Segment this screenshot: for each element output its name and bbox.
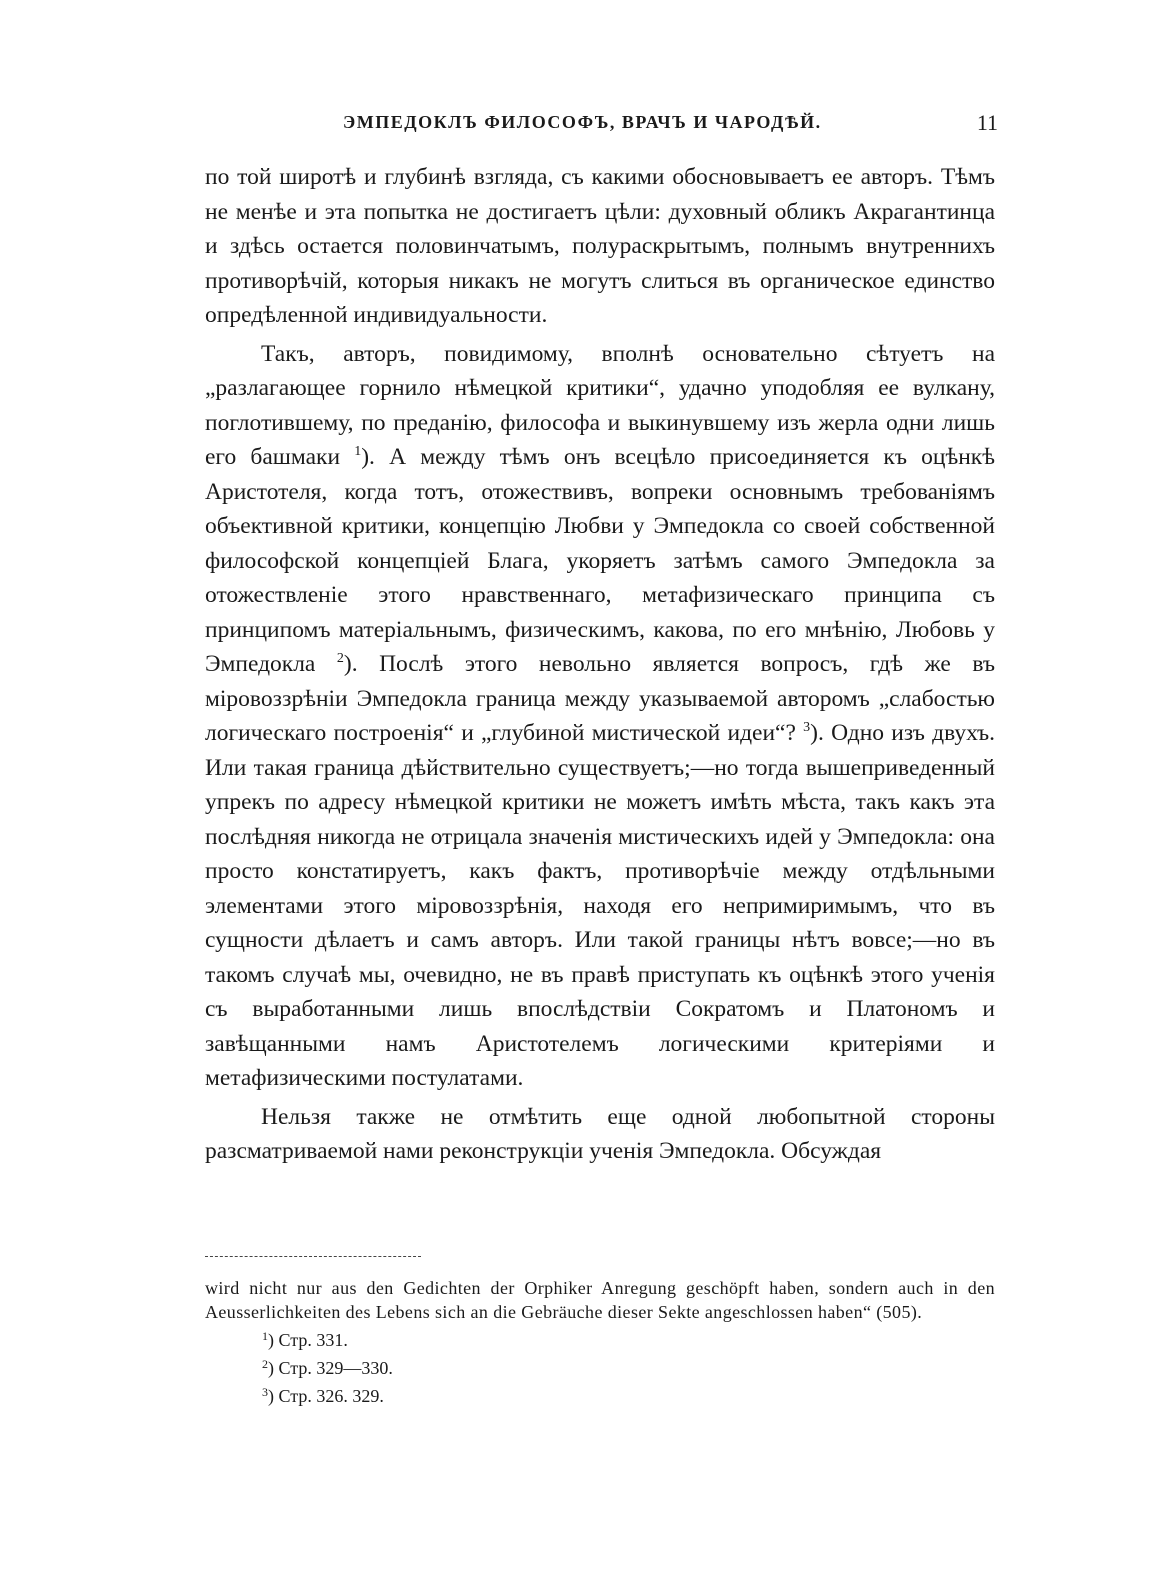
footnotes <box>205 1276 995 1410</box>
footnote-2-mark: 2 <box>262 1357 268 1371</box>
paragraph-2-text-a: Такъ, авторъ, повидимому, вполнѣ основательно сѣтуетъ на „разлагающее горнило нѣмецкой критики“, удачно уподобляя ее вулкану, поглотившему, по преданію, философа и выкинувшему изъ жерла одни лишь его башмаки <box>205 340 995 470</box>
paragraph-1 <box>205 160 995 333</box>
footnote-ref-1[interactable]: 1 <box>354 444 362 459</box>
paragraph-1-text: по той широтѣ и глубинѣ взгляда, съ какими обосновываетъ ее авторъ. Тѣмъ не менѣе и эта попытка не достигаетъ цѣли: духовный обликъ Акрагантинца и здѣсь остается половинчатымъ, полураскрытымъ, полнымъ внутреннихъ противорѣчій, которыя никакъ не могутъ слиться въ органическое единство опредѣленной индивидуальности. <box>205 164 995 328</box>
footnote-1-text: ) Стр. 331. <box>268 1330 348 1350</box>
footnote-3-mark: 3 <box>262 1385 268 1399</box>
footnote-3 <box>262 1382 995 1410</box>
main-text <box>205 160 995 1169</box>
footnote-1-mark: 1 <box>262 1329 268 1343</box>
footnote-1 <box>262 1326 995 1354</box>
footnote-2 <box>262 1354 995 1382</box>
paragraph-3 <box>205 1100 995 1169</box>
footnote-separator <box>205 1256 421 1257</box>
footnote-ref-2[interactable]: 2 <box>336 651 344 666</box>
paragraph-2 <box>205 337 995 1096</box>
footnote-continued: wird nicht nur aus den Gedichten der Orphiker Anregung geschöpft haben, sondern auch in den Aeusserlichkeiten des Lebens sich an die Gebräuche dieser Sekte angeschlossen haben“ (505). <box>205 1278 995 1322</box>
paragraph-3-text: Нельзя также не отмѣтить еще одной любопытной стороны разсматриваемой нами реконструкціи ученія Эмпедокла. Обсуждая <box>205 1103 995 1164</box>
running-head <box>203 112 998 142</box>
page-number: 11 <box>976 110 998 135</box>
running-title: ЭМПЕДОКЛЪ ФИЛОСОФЪ, ВРАЧЪ И ЧАРОДѢЙ. <box>343 112 822 132</box>
footnote-ref-3[interactable]: 3 <box>803 720 811 735</box>
paragraph-2-text-c: ). Послѣ этого невольно является вопросъ, гдѣ же въ міровоззрѣніи Эмпедокла граница между указываемой авторомъ „слабостью логическаго построенія“ и „глубиной мистической идеи“? <box>205 651 995 746</box>
footnote-2-text: ) Стр. 329—330. <box>268 1358 393 1378</box>
paragraph-2-text-b: ). А между тѣмъ онъ всецѣло присоединяется къ оцѣнкѣ Аристотеля, когда тотъ, отожествивъ, вопреки основнымъ требованіямъ объективной критики, концепцію Любви у Эмпедокла со своей собственной философской концепціей Блага, укоряетъ затѣмъ самого Эмпедокла за отожествленіе этого нравственнаго, метафизическаго принципа съ принципомъ матеріальнымъ, физическимъ, какова, по его мнѣнію, Любовь у Эмпедокла <box>205 444 995 677</box>
footnote-3-text: ) Стр. 326. 329. <box>268 1386 384 1406</box>
paragraph-2-text-d: ). Одно изъ двухъ. Или такая граница дѣйствительно существуетъ;—но тогда вышеприведенный упрекъ по адресу нѣмецкой критики не можетъ имѣть мѣста, такъ какъ эта послѣдняя никогда не отрицала значенія мистическихъ идей у Эмпедокла: она просто констатируетъ, какъ фактъ, противорѣчіе между отдѣльными элементами этого міровоззрѣнія, находя его непримиримымъ, что въ сущности дѣлаетъ и самъ авторъ. Или такой границы нѣтъ вовсе;—но въ такомъ случаѣ мы, очевидно, не въ правѣ приступать къ оцѣнкѣ этого ученія съ выработанными лишь впослѣдствіи Сократомъ и Платономъ и завѣщанными намъ Аристотелемъ логическими критеріями и метафизическими постулатами. <box>205 720 995 1091</box>
footnote-list <box>205 1326 995 1410</box>
